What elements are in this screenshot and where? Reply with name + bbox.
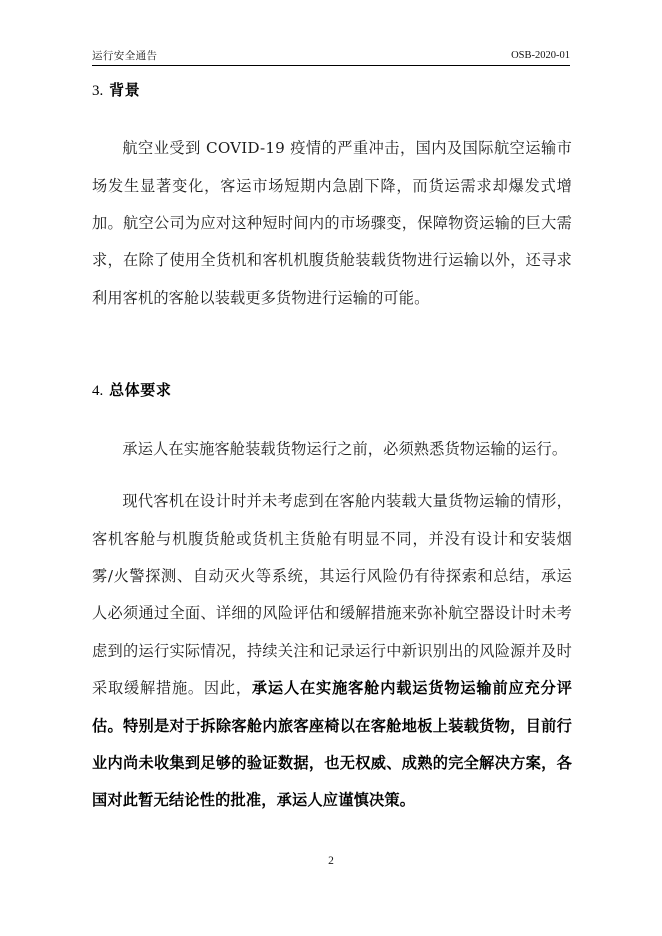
section-title-4: 总体要求 — [109, 381, 172, 400]
section-heading-4 — [92, 378, 572, 403]
paragraph-run: 航空业受到 COVID-19 疫情的严重冲击，国内及国际航空运输市场发生显著变化，客运市场短期内急剧下降，而货运需求却爆发式增加。航空公司为应对这种短时间内的市场骤变，保障物资运输的巨大需求，在除了使用全货机和客机机腹货舱装载货物进行运输以外，还寻求利用客机的客舱以装载更多货物进行运输的可能。 — [92, 139, 572, 307]
paragraph-risk-assessment — [92, 483, 572, 820]
spacer — [92, 332, 572, 378]
paragraph-run-emphasis: 承运人在实施客舱内载运货物运输前应充分评估。特别是对于拆除客舱内旅客座椅以在客舱地板上装载货物，目前行业内尚未收集到足够的验证数据，也无权威、成熟的完全解决方案，各国对此暂无结论性的批准，承运人应谨慎决策。 — [92, 679, 573, 810]
paragraph-run-normal: 现代客机在设计时并未考虑到在客舱内装载大量货物运输的情形，客机客舱与机腹货舱或货机主货舱有明显不同，并没有设计和安装烟雾/火警探测、自动灭火等系统，其运行风险仍有待探索和总结，承运人必须通过全面、详细的风险评估和缓解措施来弥补航空器设计时未考虑到的运行实际情况，持续关注和记录运行中新识别出的风险源并及时采取缓解措施。因此， — [92, 492, 572, 698]
document-body — [92, 78, 572, 835]
page-number: 2 — [328, 855, 334, 867]
paragraph-run: 承运人在实施客舱装载货物运行之前，必须熟悉货物运输的运行。 — [122, 439, 568, 458]
section-number-4: 4. — [92, 383, 104, 400]
paragraph-background — [92, 130, 572, 317]
section-title-3: 背景 — [109, 81, 141, 99]
header-document-title: 运行安全通告 — [92, 50, 158, 62]
spacer — [92, 103, 572, 115]
spacer — [92, 403, 572, 415]
header-document-number: OSB-2020-01 — [511, 50, 570, 61]
section-number-3: 3. — [92, 83, 104, 99]
paragraph-general-requirement — [92, 431, 572, 468]
page-header — [92, 44, 570, 66]
section-heading-3 — [92, 78, 572, 103]
